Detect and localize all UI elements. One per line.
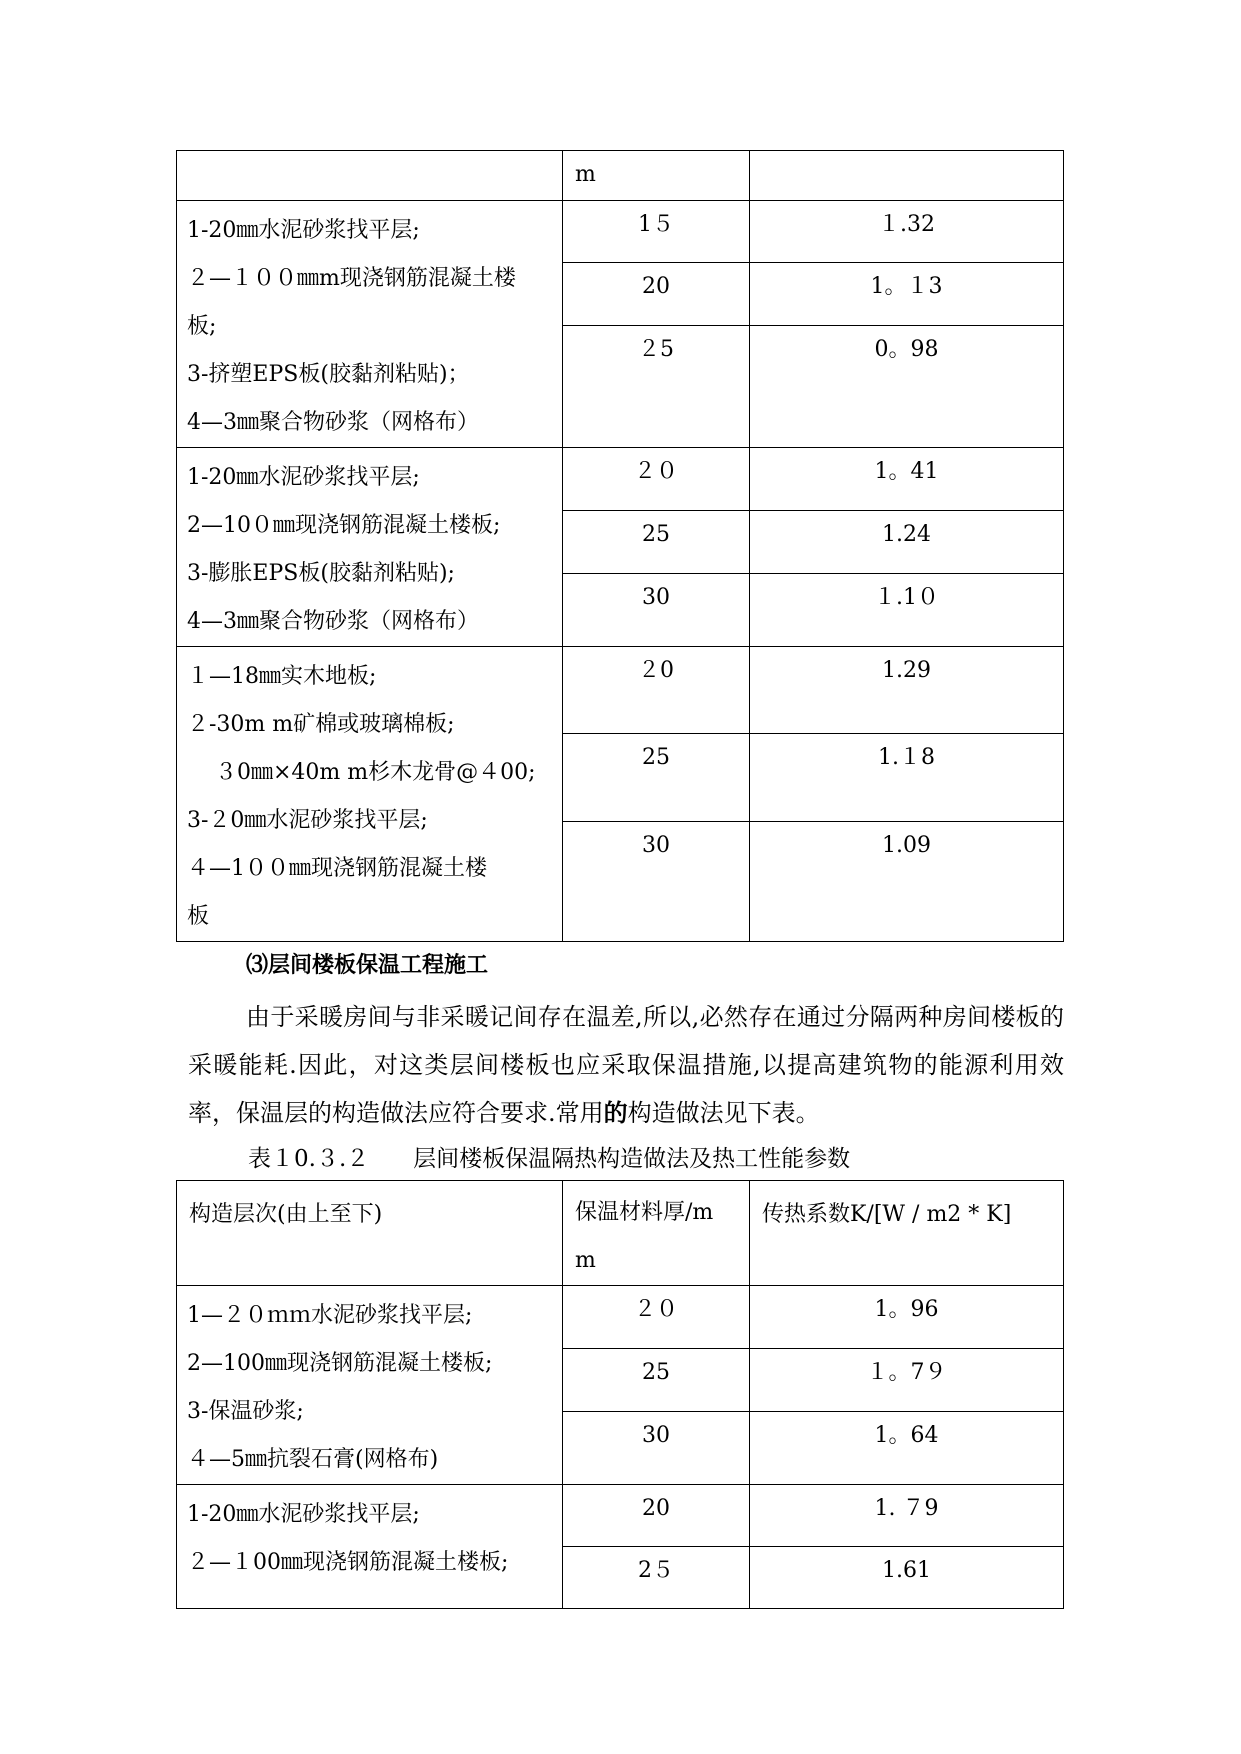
body-paragraph <box>188 993 1064 1137</box>
thickness-cell: 25 <box>563 1348 750 1411</box>
column-header-thickness <box>563 1181 750 1286</box>
layer-line: ４—5㎜抗裂石膏(网格布) <box>187 1447 439 1472</box>
layer-line: １—18㎜实木地板; <box>187 664 377 689</box>
thickness-cell: 20 <box>563 263 750 325</box>
thickness-cell: ２０ <box>563 448 750 511</box>
layer-description <box>177 1485 563 1609</box>
layer-line: ４—1００㎜现浇钢筋混凝土楼 <box>187 856 487 881</box>
layer-line: 1-20㎜水泥砂浆找平层; <box>187 218 420 243</box>
table-caption: 表１0.３.２ 层间楼板保温隔热构造做法及热工性能参数 <box>248 1146 851 1172</box>
column-header-k: 传热系数K/[W / m2 * K] <box>750 1181 1064 1286</box>
layer-line: 4—3㎜聚合物砂浆（网格布） <box>187 410 479 435</box>
layer-line: 2—100㎜现浇钢筋混凝土楼板; <box>187 1351 493 1376</box>
k-value-cell: 1.09 <box>750 821 1064 941</box>
layer-line: ２-30m m矿棉或玻璃棉板; <box>187 712 455 737</box>
layer-description <box>177 647 563 942</box>
table-row <box>177 647 1064 734</box>
layer-line: 板; <box>187 314 217 339</box>
thickness-cell: 25 <box>563 734 750 821</box>
layer-line: 3-保温砂浆; <box>187 1399 304 1424</box>
k-value-cell: 1。41 <box>750 448 1064 511</box>
layer-line: 2—10０㎜现浇钢筋混凝土楼板; <box>187 513 501 538</box>
k-value-cell: 0。98 <box>750 325 1064 448</box>
paragraph-bold-text: 的 <box>603 1098 628 1127</box>
layer-line: 3-膨胀EPS板(胶黏剂粘贴); <box>187 561 455 586</box>
k-value-cell: 1.61 <box>750 1547 1064 1609</box>
layer-line: 1-20㎜水泥砂浆找平层; <box>187 465 420 490</box>
thickness-cell: ２０ <box>563 1286 750 1349</box>
layer-description <box>177 448 563 647</box>
header-line: 保温材料厚/m <box>575 1200 714 1225</box>
layer-line: ３0㎜×40m m杉木龙骨@４00; <box>215 760 536 785</box>
layer-line: 3-２0㎜水泥砂浆找平层; <box>187 808 428 833</box>
thickness-cell: 30 <box>563 821 750 941</box>
layer-line: 1—２０ｍｍ水泥砂浆找平层; <box>187 1303 473 1328</box>
k-value-cell: １.32 <box>750 201 1064 263</box>
thickness-cell: ２5 <box>563 325 750 448</box>
table-row <box>177 448 1064 511</box>
k-value-cell: 1。96 <box>750 1286 1064 1349</box>
k-value-cell: 1。１3 <box>750 263 1064 325</box>
layer-line: ２—１00㎜现浇钢筋混凝土楼板; <box>187 1550 509 1575</box>
k-value-cell: １.1０ <box>750 573 1064 646</box>
k-value-cell: 1. ７9 <box>750 1485 1064 1547</box>
k-value-cell: 1.29 <box>750 647 1064 734</box>
table-cell <box>750 151 1064 201</box>
table-cell: m <box>563 151 750 201</box>
table-interfloor-insulation <box>176 1180 1064 1609</box>
layer-description <box>177 201 563 448</box>
table-header-row <box>177 1181 1064 1286</box>
layer-line: 4—3㎜聚合物砂浆（网格布） <box>187 609 479 634</box>
layer-description <box>177 1286 563 1485</box>
table-thermal-params-continued <box>176 150 1064 942</box>
thickness-cell: 30 <box>563 573 750 646</box>
k-value-cell: 1.24 <box>750 510 1064 573</box>
thickness-cell: 30 <box>563 1411 750 1484</box>
column-header-layers: 构造层次(由上至下) <box>177 1181 563 1286</box>
layer-line: ２—１００㎜m现浇钢筋混凝土楼 <box>187 266 516 291</box>
k-value-cell: 1。64 <box>750 1411 1064 1484</box>
table-row <box>177 151 1064 201</box>
layer-line: 3-挤塑EPS板(胶黏剂粘贴)； <box>187 362 470 387</box>
thickness-cell: ２0 <box>563 647 750 734</box>
paragraph-text: 由于采暖房间与非采暖记间存在温差,所以,必然存在通过分隔两种房间楼板的采暖能耗.因此，对这类层间楼板也应采取保温措施,以提高建筑物的能源利用效率，保温层的构造做法应符合要求.常用 <box>188 1003 1064 1127</box>
k-value-cell: 1.１8 <box>750 734 1064 821</box>
thickness-cell: 2５ <box>563 1547 750 1609</box>
thickness-cell: 1５ <box>563 201 750 263</box>
table-row <box>177 1286 1064 1349</box>
thickness-cell: 25 <box>563 510 750 573</box>
k-value-cell: １。7９ <box>750 1348 1064 1411</box>
header-line: m <box>575 1248 596 1273</box>
table-cell <box>177 151 563 201</box>
paragraph-text-end: 构造做法见下表。 <box>627 1099 820 1127</box>
layer-line: 1-20㎜水泥砂浆找平层; <box>187 1502 420 1527</box>
table-row <box>177 201 1064 263</box>
thickness-cell: 20 <box>563 1485 750 1547</box>
table-row <box>177 1485 1064 1547</box>
section-heading: ⑶层间楼板保温工程施工 <box>246 952 489 978</box>
layer-line: 板 <box>187 904 210 929</box>
